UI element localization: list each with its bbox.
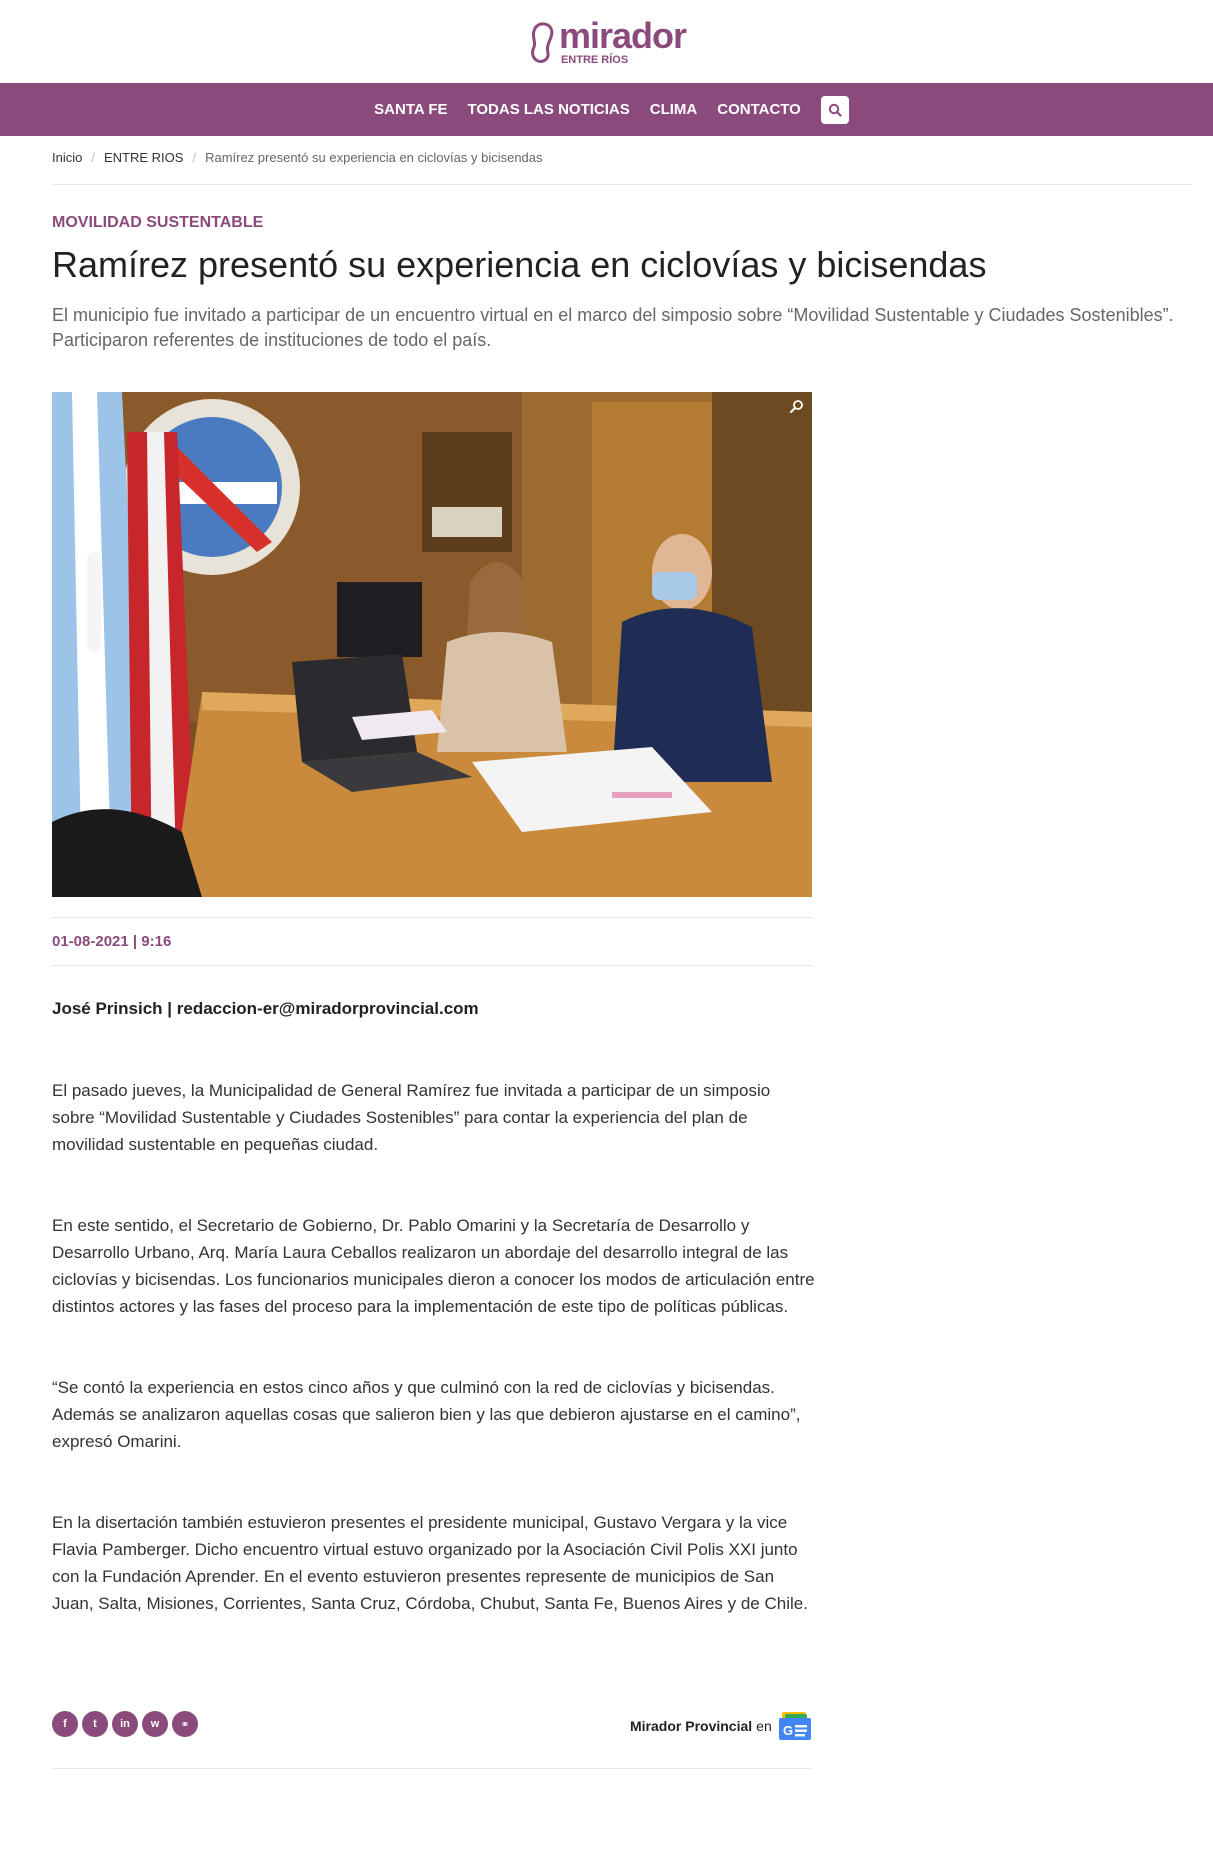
whatsapp-icon[interactable]: w bbox=[142, 1711, 168, 1737]
article-photo[interactable] bbox=[52, 392, 812, 897]
article-paragraph: En la disertación también estuvieron presentes el presidente municipal, Gustavo Vergara y la vice Flavia Pamberger. Dicho encuentro virtual estuvo organizado por la Asociación Civil Polis XXI junto con la Fundación Aprender. En el evento estuvieron presentes represente de municipios de San Juan, Salta, Misiones, Corrientes, Santa Cruz, Córdoba, Chubut, Santa Fe, Buenos Aires y de Chile. bbox=[52, 1513, 808, 1613]
divider bbox=[52, 917, 812, 918]
main-nav bbox=[0, 83, 1213, 136]
linkedin-icon[interactable]: in bbox=[112, 1711, 138, 1737]
breadcrumb-home[interactable]: Inicio bbox=[52, 150, 83, 165]
breadcrumb-current: Ramírez presentó su experiencia en ciclovías y bicisendas bbox=[205, 150, 543, 165]
nav-item-contacto[interactable]: CONTACTO bbox=[717, 101, 801, 118]
search-icon bbox=[828, 103, 842, 117]
article-body bbox=[52, 1077, 817, 1671]
article-lead: El municipio fue invitado a participar de un encuentro virtual en el marco del simposio sobre “Movilidad Sustentable y Ciudades Sostenibles”. Participaron referentes de instituciones de todo el país. bbox=[52, 305, 1174, 350]
divider bbox=[52, 184, 1192, 185]
article-paragraph: En este sentido, el Secretario de Gobierno, Dr. Pablo Omarini y la Secretaría de Desarrollo y Desarrollo Urbano, Arq. María Laura Ceballos realizaron un abordaje del desarrollo integral de las ciclovías y bicisendas. Los funcionarios municipales dieron a conocer los modos de articulación entre distintos actores y las fases del proceso para la implementación de este tipo de políticas públicas. bbox=[52, 1216, 815, 1316]
share-bar bbox=[52, 1711, 202, 1737]
nav-item-santa-fe[interactable]: SANTA FE bbox=[374, 101, 448, 118]
google-news-icon bbox=[778, 1711, 812, 1741]
nav-item-todas-las-noticias[interactable]: TODAS LAS NOTICIAS bbox=[467, 101, 630, 118]
google-news-link[interactable] bbox=[630, 1711, 812, 1741]
nav-item-clima[interactable]: CLIMA bbox=[649, 101, 698, 118]
article-date: 01-08-2021 | 9:16 bbox=[52, 933, 172, 950]
photo-illustration bbox=[52, 392, 812, 897]
twitter-icon[interactable]: t bbox=[82, 1711, 108, 1737]
breadcrumb-separator: / bbox=[91, 150, 95, 165]
logo-name: mirador bbox=[558, 15, 687, 56]
article-paragraph: El pasado jueves, la Municipalidad de General Ramírez fue invitada a participar de un simposio sobre “Movilidad Sustentable y Ciudades Sostenibles” para contar la experiencia del plan de movilidad sustentable en pequeñas ciudad. bbox=[52, 1081, 771, 1154]
divider bbox=[52, 1768, 812, 1769]
site-logo[interactable] bbox=[527, 17, 686, 66]
breadcrumb bbox=[52, 150, 543, 165]
province-map-icon bbox=[527, 21, 557, 65]
gnews-source-name: Mirador Provincial bbox=[630, 1718, 753, 1734]
site-header bbox=[0, 0, 1213, 83]
breadcrumb-section[interactable]: ENTRE RIOS bbox=[103, 150, 184, 165]
facebook-icon[interactable]: f bbox=[52, 1711, 78, 1737]
article-section[interactable]: MOVILIDAD SUSTENTABLE bbox=[52, 214, 264, 231]
logo-region: ENTRE RÍOS bbox=[560, 54, 629, 66]
zoom-icon[interactable] bbox=[788, 398, 806, 416]
svg-text:G: G bbox=[782, 1723, 793, 1738]
article-paragraph: “Se contó la experiencia en estos cinco años y que culminó con la red de ciclovías y bicisendas. Además se analizaron aquellas cosas que salieron bien y las que debieron ajustarse en el camino”, expresó Omarini. bbox=[52, 1378, 801, 1451]
divider bbox=[52, 965, 812, 966]
search-button[interactable] bbox=[821, 96, 849, 124]
article-author: José Prinsich | redaccion-er@miradorprovincial.com bbox=[52, 999, 479, 1018]
breadcrumb-separator: / bbox=[192, 150, 197, 165]
gnews-en: en bbox=[756, 1718, 772, 1734]
link-icon[interactable]: ⚭ bbox=[172, 1711, 198, 1737]
article-title: Ramírez presentó su experiencia en ciclovías y bicisendas bbox=[52, 244, 987, 285]
